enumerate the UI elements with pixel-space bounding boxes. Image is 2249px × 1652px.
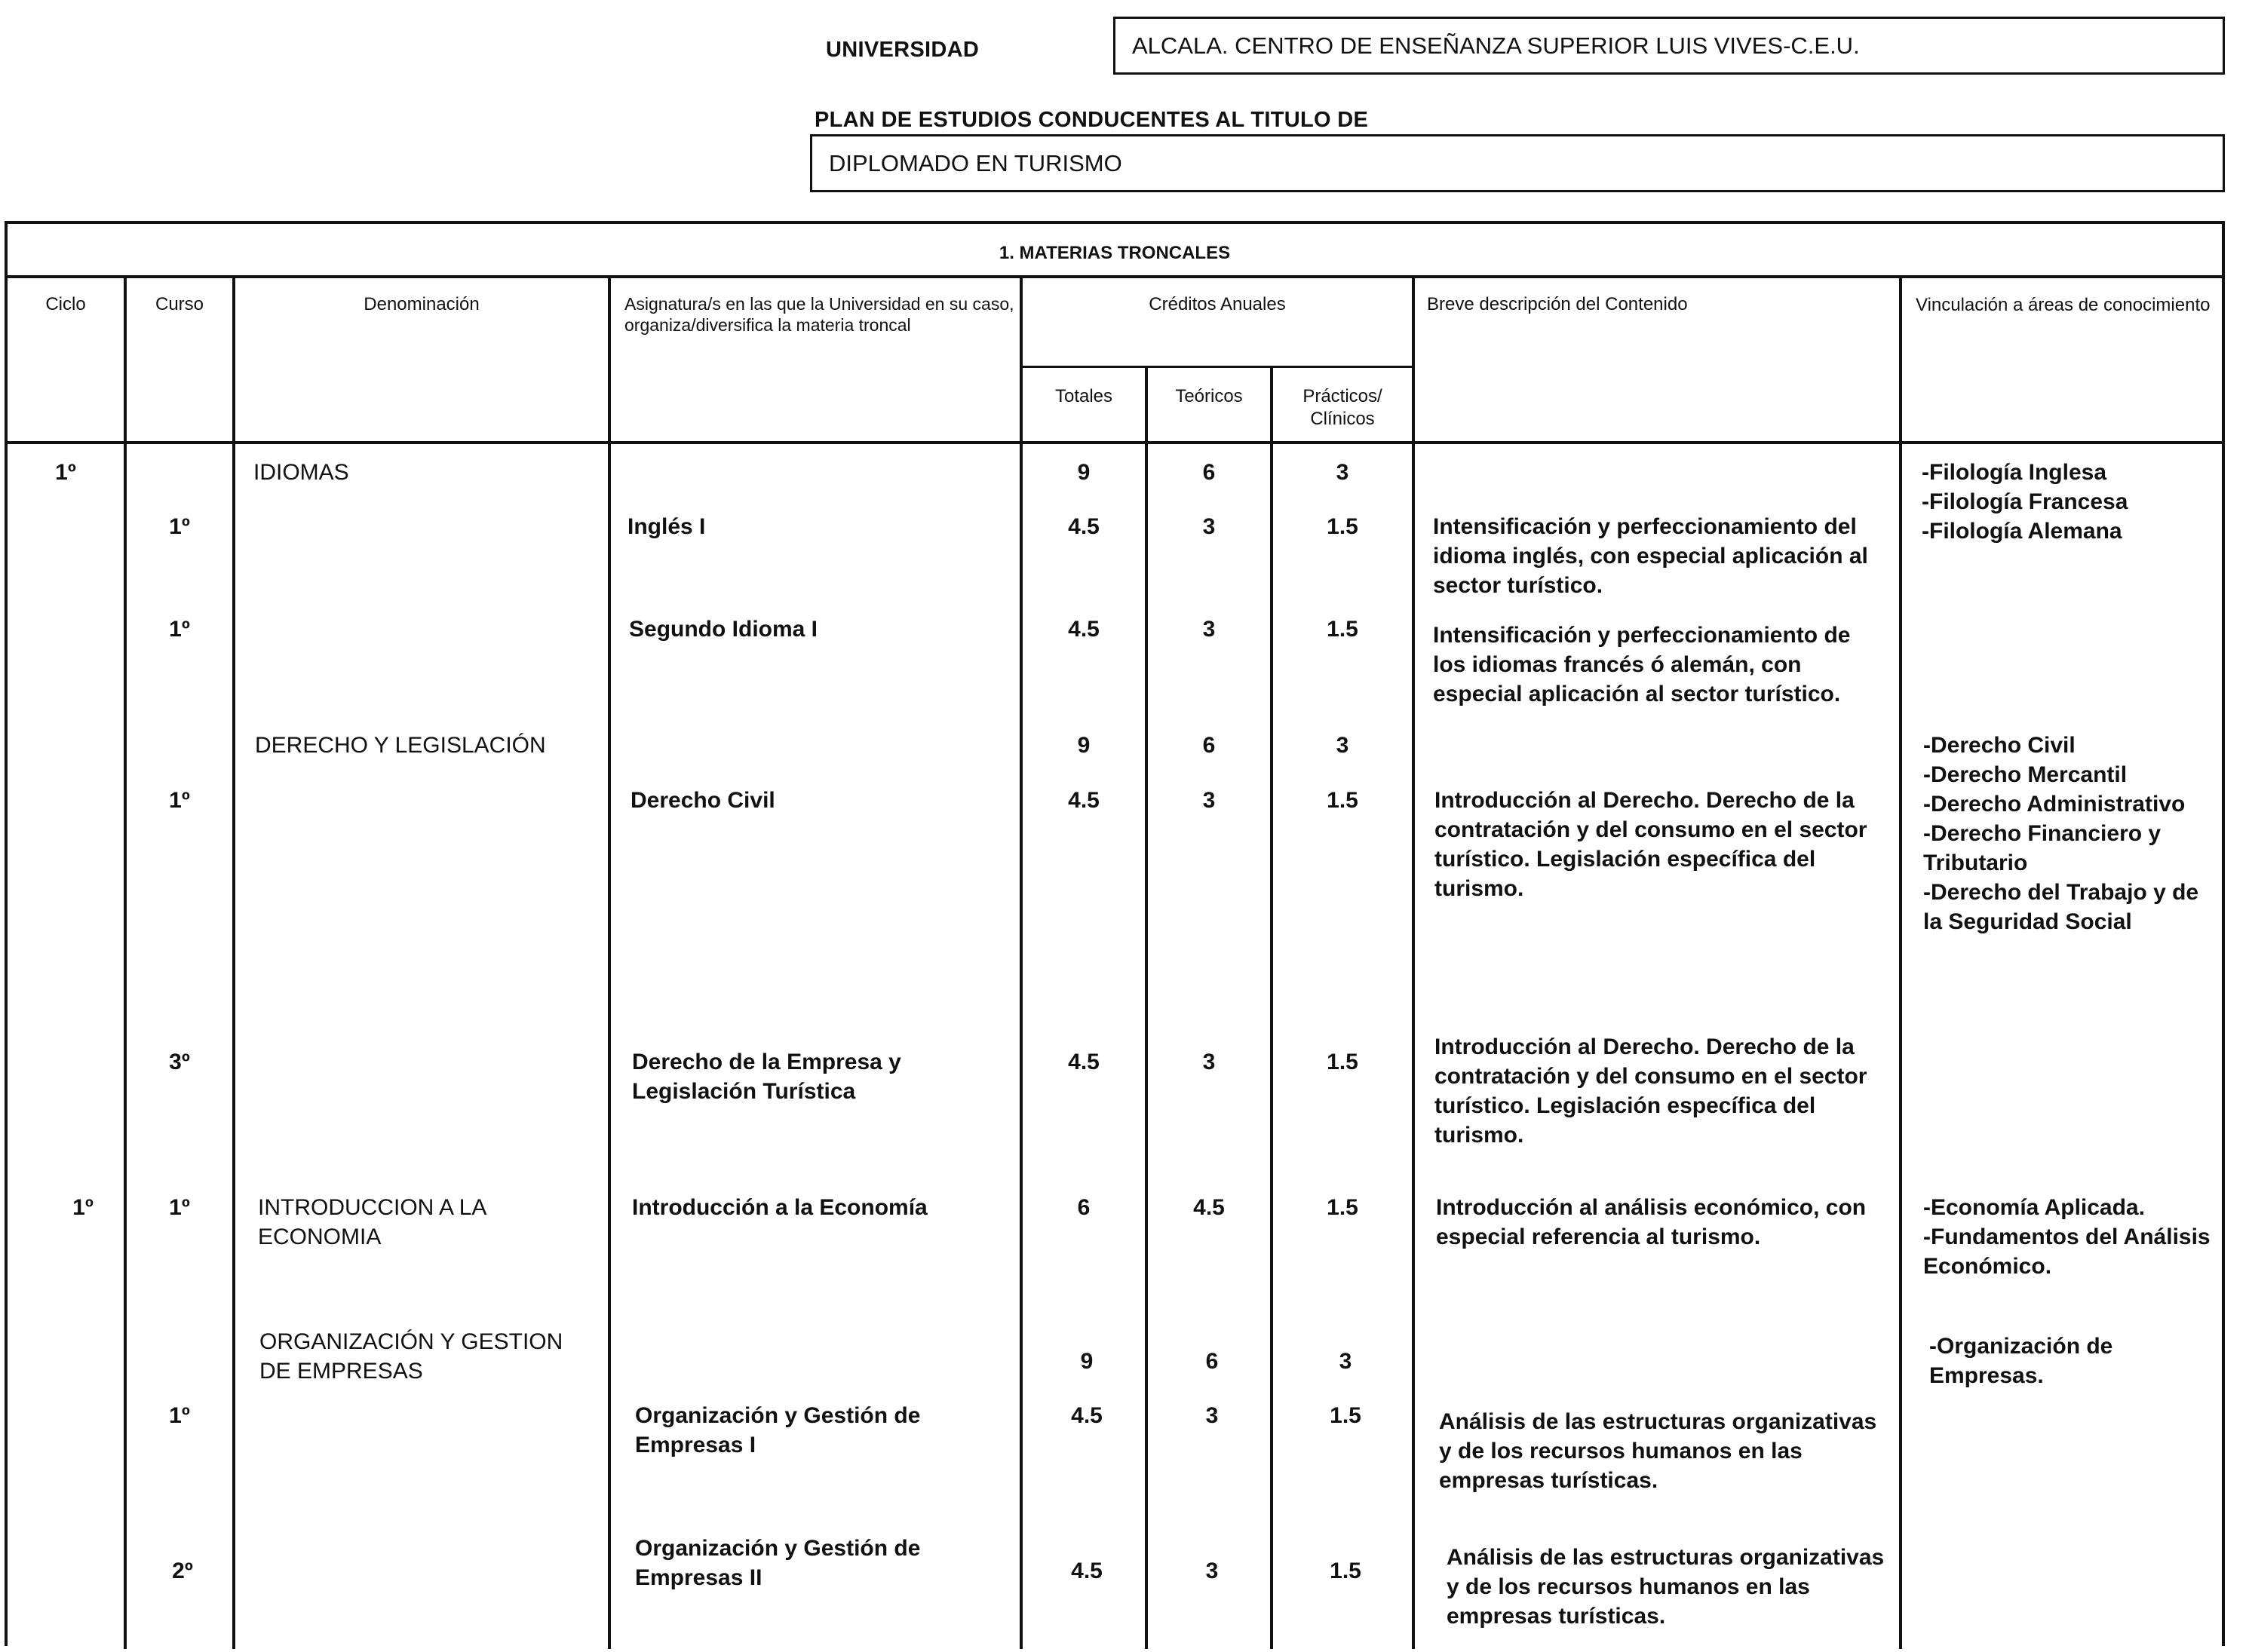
col-header-asignatura: Asignatura/s en las que la Universidad en su caso, organiza/diversifica la materia troncal [624, 294, 1014, 335]
row-idiomas-practicos: 3 [1336, 460, 1349, 485]
row-idiomas-teoricos: 6 [1202, 460, 1216, 485]
row-org-empresas-1-teoricos: 3 [1205, 1403, 1219, 1428]
row-ingles-practicos: 1.5 [1327, 514, 1358, 539]
row-idiomas-vinculacion: -Filología Inglesa -Filología Francesa -Filología Alemana [1922, 460, 2128, 544]
row-economia-practicos: 1.5 [1327, 1195, 1358, 1220]
row-ingles-asignatura: Inglés I [627, 514, 706, 539]
row-derecho-civil-curso: 1º [169, 788, 190, 813]
col-header-descripcion: Breve descripción del Contenido [1427, 294, 1688, 314]
row-segundo-idioma-descripcion: Intensificación y perfeccionamiento de los idiomas francés ó alemán, con especial aplicación al sector turístico. [1433, 623, 1851, 706]
row-economia-totales: 6 [1077, 1195, 1091, 1220]
row-org-empresas-2-descripcion: Análisis de las estructuras organizativas y de los recursos humanos en las empresas turísticas. [1447, 1545, 1885, 1629]
row-org-empresas-2-practicos: 1.5 [1330, 1559, 1361, 1583]
row-org-empresas-1-descripcion: Análisis de las estructuras organizativas y de los recursos humanos en las empresas turísticas. [1439, 1409, 1877, 1493]
row-derecho-civil-teoricos: 3 [1202, 788, 1216, 813]
row-idiomas-denominacion: IDIOMAS [253, 460, 349, 485]
row-derecho-civil-descripcion: Introducción al Derecho. Derecho de la contratación y del consumo en el sector turístico. Legislación específica del turismo. [1434, 788, 1867, 901]
row-org-empresas-1-asignatura: Organización y Gestión de Empresas I [635, 1403, 921, 1457]
row-organizacion-teoricos: 6 [1205, 1349, 1219, 1374]
row-economia-ciclo: 1º [72, 1195, 94, 1220]
col-header-curso: Curso [155, 294, 204, 314]
row-org-empresas-1-curso: 1º [169, 1403, 190, 1428]
plan-field [810, 134, 2225, 192]
creditos-subheader-divider [1023, 366, 1413, 368]
row-derecho-empresa-teoricos: 3 [1202, 1050, 1216, 1074]
col-divider-ciclo [124, 275, 127, 1649]
section-title: 1. MATERIAS TRONCALES [999, 243, 1231, 263]
row-idiomas-ciclo: 1º [55, 460, 76, 485]
col-divider-denominacion [608, 275, 611, 1649]
col-header-creditos: Créditos Anuales [1149, 294, 1286, 314]
col-divider-curso [232, 275, 235, 1649]
row-segundo-idioma-practicos: 1.5 [1327, 617, 1358, 642]
row-organizacion-vinculacion: -Organización de Empresas. [1929, 1334, 2113, 1388]
col-header-denominacion: Denominación [364, 294, 480, 314]
row-derecho-vinculacion: -Derecho Civil -Derecho Mercantil -Derecho Administrativo -Derecho Financiero y Tributario -Derecho del Trabajo y de la Seguridad Social [1923, 733, 2199, 934]
col-divider-creditos [1412, 275, 1415, 1649]
row-segundo-idioma-teoricos: 3 [1202, 617, 1216, 642]
section-title-divider [8, 275, 2222, 278]
row-segundo-idioma-curso: 1º [169, 617, 190, 642]
row-economia-curso: 1º [169, 1195, 190, 1220]
university-value: ALCALA. CENTRO DE ENSEÑANZA SUPERIOR LUIS VIVES-C.E.U. [1132, 32, 1860, 59]
col-header-ciclo: Ciclo [45, 294, 86, 314]
row-org-empresas-2-teoricos: 3 [1205, 1559, 1219, 1583]
row-derecho-civil-asignatura: Derecho Civil [631, 788, 775, 813]
row-idiomas-totales: 9 [1077, 460, 1091, 485]
row-derecho-teoricos: 6 [1202, 733, 1216, 758]
university-label: UNIVERSIDAD [826, 38, 980, 62]
row-economia-vinculacion: -Economía Aplicada. -Fundamentos del Análisis Económico. [1923, 1195, 2211, 1279]
plan-value: DIPLOMADO EN TURISMO [829, 149, 1122, 176]
row-derecho-totales: 9 [1077, 733, 1091, 758]
row-ingles-descripcion: Intensificación y perfeccionamiento del idioma inglés, con especial aplicación al sector turístico. [1433, 514, 1868, 598]
row-ingles-totales: 4.5 [1068, 514, 1100, 539]
row-org-empresas-2-totales: 4.5 [1071, 1559, 1103, 1583]
col-divider-descripcion [1899, 275, 1902, 1649]
row-derecho-civil-practicos: 1.5 [1327, 788, 1358, 813]
row-ingles-curso: 1º [169, 514, 190, 539]
row-derecho-practicos: 3 [1336, 733, 1349, 758]
row-segundo-idioma-asignatura: Segundo Idioma I [629, 617, 818, 642]
row-derecho-empresa-curso: 3º [169, 1050, 190, 1074]
row-economia-teoricos: 4.5 [1193, 1195, 1225, 1220]
col-header-vinculacion: Vinculación a áreas de conocimiento [1916, 295, 2211, 315]
university-field [1113, 17, 2225, 75]
row-organizacion-denominacion: ORGANIZACIÓN Y GESTION DE EMPRESAS [259, 1329, 563, 1384]
row-org-empresas-2-curso: 2º [172, 1559, 193, 1583]
row-org-empresas-1-totales: 4.5 [1071, 1403, 1103, 1428]
header-bottom-divider [8, 441, 2222, 444]
col-header-practicos: Prácticos/ Clínicos [1302, 386, 1382, 429]
col-header-teoricos: Teóricos [1175, 386, 1243, 406]
col-divider-totales [1145, 366, 1148, 1649]
materias-troncales-table [5, 221, 2225, 1646]
row-ingles-teoricos: 3 [1202, 514, 1216, 539]
row-derecho-empresa-asignatura: Derecho de la Empresa y Legislación Turística [632, 1050, 901, 1104]
row-org-empresas-2-asignatura: Organización y Gestión de Empresas II [635, 1536, 921, 1590]
row-derecho-civil-totales: 4.5 [1068, 788, 1100, 813]
row-organizacion-totales: 9 [1080, 1349, 1094, 1374]
row-economia-asignatura: Introducción a la Economía [632, 1195, 928, 1220]
row-derecho-empresa-practicos: 1.5 [1327, 1050, 1358, 1074]
row-segundo-idioma-totales: 4.5 [1068, 617, 1100, 642]
col-divider-teoricos [1270, 366, 1273, 1649]
row-economia-descripcion: Introducción al análisis económico, con especial referencia al turismo. [1436, 1195, 1867, 1249]
row-derecho-empresa-descripcion: Introducción al Derecho. Derecho de la contratación y del consumo en el sector turístico. Legislación específica del turismo. [1434, 1034, 1867, 1148]
row-economia-denominacion: INTRODUCCION A LA ECONOMIA [258, 1195, 486, 1249]
plan-label: PLAN DE ESTUDIOS CONDUCENTES AL TITULO DE [815, 108, 1369, 132]
row-organizacion-practicos: 3 [1339, 1349, 1352, 1374]
row-derecho-empresa-totales: 4.5 [1068, 1050, 1100, 1074]
row-derecho-denominacion: DERECHO Y LEGISLACIÓN [255, 733, 546, 758]
row-org-empresas-1-practicos: 1.5 [1330, 1403, 1361, 1428]
col-header-totales: Totales [1054, 386, 1113, 406]
